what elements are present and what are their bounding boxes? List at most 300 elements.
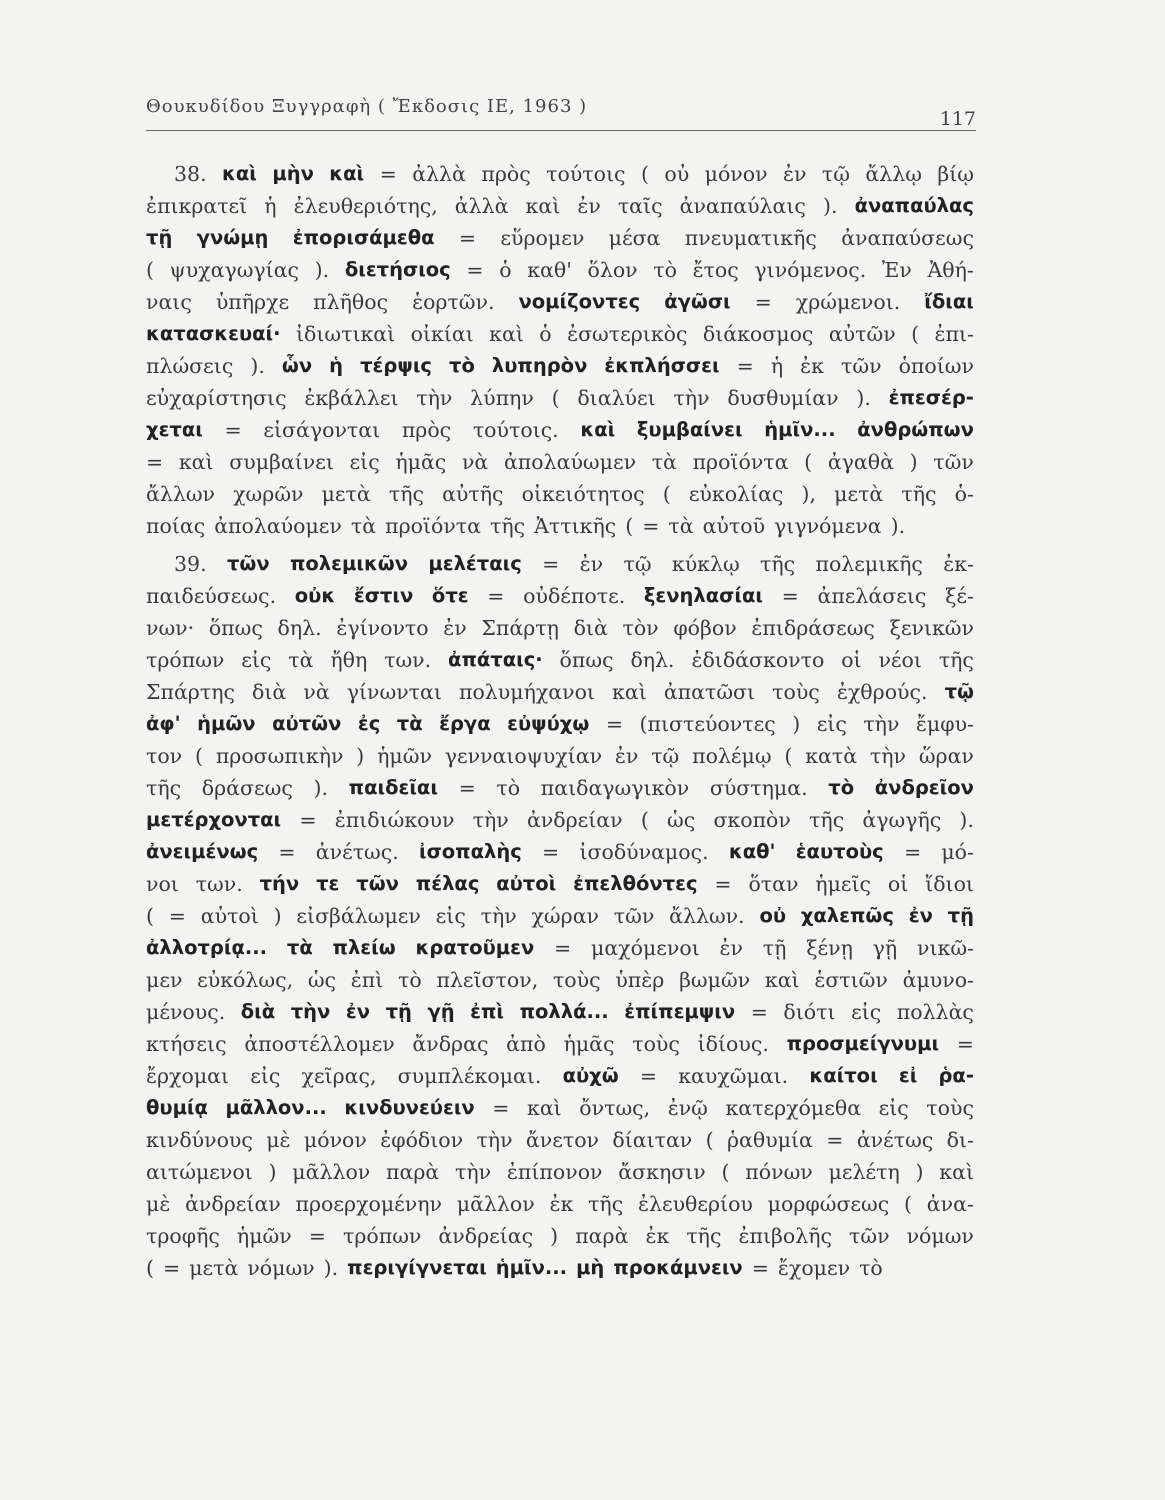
gloss-word: ποίας [146, 514, 206, 538]
gloss-word: = [956, 1032, 974, 1056]
gloss-word: ἄλλων [146, 482, 216, 506]
gloss-word: ). [314, 258, 330, 282]
gloss-word: = [458, 776, 476, 800]
lemma-word: τε [316, 872, 340, 895]
gloss-word: ). [959, 808, 974, 832]
gloss-word: δηλ. [630, 648, 675, 672]
gloss-word: ἐκβάλλει [304, 386, 399, 410]
gloss-word: ξένῃ [806, 936, 853, 960]
gloss-word: ἐπικρατεῖ [146, 194, 248, 218]
lemma-word: ἰσοπαλὴς [419, 840, 522, 863]
gloss-word: ) [268, 1160, 277, 1184]
gloss-word: χεῖρας, [301, 1064, 377, 1088]
gloss-word: ἑστιῶν [814, 968, 888, 992]
gloss-word: τῆς [809, 808, 845, 832]
text-line [146, 708, 974, 740]
lemma-word: κατασκευαί· [146, 322, 281, 345]
gloss-word: πόνων [745, 1160, 813, 1184]
text-line [146, 350, 974, 382]
gloss-word: διότι [783, 1000, 836, 1024]
gloss-word: ἐκ- [943, 552, 974, 576]
text-line [146, 1092, 974, 1124]
gloss-word: = [487, 584, 505, 608]
text-line [146, 740, 974, 772]
text-line [146, 222, 974, 254]
gloss-word: ἐν [614, 744, 639, 768]
gloss-word: ἄνδρας [412, 1032, 489, 1056]
gloss-word: τὰ [350, 514, 377, 538]
gloss-word: τὸ [859, 1256, 883, 1280]
gloss-word: τὴν [869, 744, 906, 768]
gloss-word: ( [146, 258, 154, 282]
gloss-word: ) [273, 904, 282, 928]
gloss-word: εὐκολίας [688, 482, 784, 506]
gloss-word: εἰσβάλωμεν [296, 904, 421, 928]
lemma-word: πλείω [332, 936, 396, 959]
gloss-word: Ἀθή- [927, 258, 974, 282]
gloss-word: ἡ [770, 354, 784, 378]
lemma-word: τὸ [828, 776, 855, 799]
gloss-word: εἰσάγονται [263, 418, 381, 442]
gloss-word: ἀπολαύωμεν [503, 450, 637, 474]
gloss-word: (πιστεύοντες [639, 712, 776, 736]
gloss-word: καὶ [525, 194, 561, 218]
lemma-word: ἡμῖν... [495, 1256, 568, 1279]
gloss-word: τὰ [651, 450, 677, 474]
text-line [146, 158, 974, 190]
gloss-word: = [542, 840, 560, 864]
text-line [146, 1188, 974, 1220]
gloss-word: των. [384, 648, 432, 672]
lemma-word: ἐπίπεμψιν [624, 1000, 736, 1023]
gloss-word: οἰκίαι [410, 322, 474, 346]
gloss-word: διαλύει [577, 386, 656, 410]
gloss-word: = [554, 936, 572, 960]
gloss-word: νόμων [247, 1256, 315, 1280]
gloss-word: Ἀττικῆς [534, 514, 617, 538]
gloss-word: = [308, 1224, 326, 1248]
lemma-word: ἐπορισάμεθα [292, 226, 435, 249]
gloss-word: ἐγίνοντο [336, 616, 429, 640]
lemma-word: τῇ [947, 904, 974, 927]
lemma-word: ἐς [357, 712, 381, 735]
text-line [146, 868, 974, 900]
gloss-word: οὐ [664, 162, 690, 186]
gloss-word: μόνον [303, 1128, 367, 1152]
gloss-word: καὶ [939, 1160, 974, 1184]
gloss-word: αὐτῆς [442, 482, 504, 506]
gloss-word: ἐσωτερικὸς [567, 322, 688, 346]
gloss-word: ἡ [264, 194, 277, 218]
lemma-word: μὴν [272, 162, 314, 185]
gloss-word: τὸ [398, 968, 422, 992]
gloss-word: ὅταν [748, 872, 799, 896]
gloss-word: μόνον [704, 162, 768, 186]
gloss-word: τῷ [623, 552, 652, 576]
lemma-word: ἀναπαύλας [854, 194, 974, 217]
gloss-word: ψυχαγωγίας [169, 258, 300, 282]
gloss-word: τὴν [476, 1128, 513, 1152]
gloss-word: οἰκειότητος [521, 482, 645, 506]
lemma-word: ἀνδρεῖον [874, 776, 974, 799]
gloss-word: τὴν [472, 808, 509, 832]
gloss-word: τῶν [613, 904, 655, 928]
gloss-word: 39. [174, 552, 207, 576]
commentary-body [146, 158, 974, 1284]
gloss-word: ( [904, 1192, 913, 1216]
gloss-word: ἡμῶν [236, 1224, 292, 1248]
gloss-word: ὄντως, [579, 1096, 651, 1120]
lemma-word: πολλά... [519, 1000, 609, 1023]
gloss-word: τὴν [455, 1160, 492, 1184]
lemma-word: ἐν [908, 904, 933, 927]
gloss-word: μαχόμενοι [591, 936, 700, 960]
lemma-word: ἀπάταις· [448, 648, 543, 671]
gloss-word: τον [146, 744, 183, 768]
lemma-word: καίτοι [809, 1064, 878, 1087]
lemma-word: τῶν [226, 552, 270, 575]
gloss-word: χώραν [531, 904, 599, 928]
gloss-word: ἐπιβολῆς [738, 1224, 832, 1248]
gloss-word: τροφῆς [146, 1224, 220, 1248]
gloss-word: γῇ [872, 936, 898, 960]
gloss-word: = [903, 840, 922, 864]
gloss-word: κύκλῳ [671, 552, 740, 576]
gloss-word: ἀνα- [926, 1192, 974, 1216]
lemma-word: διετήσιος [344, 258, 451, 281]
gloss-word: πλώσεις [146, 354, 234, 378]
gloss-word: ἀμυνο- [902, 968, 974, 992]
gloss-word: ἀπατῶσι [663, 680, 756, 704]
gloss-word: διάκοσμος [702, 322, 814, 346]
gloss-word: ἀγωγῆς [862, 808, 942, 832]
gloss-word: εἰς [250, 1064, 281, 1088]
gloss-word: τῇ [762, 936, 787, 960]
gloss-word: τὴν [480, 904, 517, 928]
lemma-word: εὐψύχῳ [507, 712, 590, 735]
text-line [146, 932, 974, 964]
gloss-word: τῷ [651, 744, 680, 768]
gloss-word: εὐχαρίστησις [146, 386, 287, 410]
gloss-word: ) [356, 744, 365, 768]
gloss-word: ) [792, 712, 801, 736]
text-line [146, 1220, 974, 1252]
gloss-word: μᾶλλον [292, 1160, 371, 1184]
gloss-word: προσωπικὴν [215, 744, 344, 768]
gloss-word: ὁ [499, 258, 512, 282]
gloss-word: ἐπιδράσεως [751, 616, 875, 640]
gloss-word: καθ' [527, 258, 572, 282]
gloss-word: τοὺς [632, 1032, 680, 1056]
gloss-word: ἔχομεν [777, 1256, 851, 1280]
gloss-word: τῶν [849, 1224, 890, 1248]
gloss-word: τῶν [841, 354, 882, 378]
gloss-word: ὥραν [918, 744, 974, 768]
gloss-word: ) [550, 1224, 559, 1248]
text-line [146, 612, 974, 644]
lemma-word: καθ' [728, 840, 776, 863]
gloss-word: ( [804, 450, 813, 474]
gloss-word: ἐπὶ [350, 968, 384, 992]
gloss-word: ( [705, 1128, 714, 1152]
gloss-word: ( [146, 904, 154, 928]
lemma-word: εἰ [898, 1064, 918, 1087]
gloss-word: ἀνδρείας [438, 1224, 534, 1248]
gloss-word: μεν [146, 968, 183, 992]
page-number: 117 [939, 108, 976, 130]
gloss-word: νὰ [303, 680, 330, 704]
gloss-word: Ἐν [881, 258, 912, 282]
gloss-word: ἐφόδιον [380, 1128, 464, 1152]
text-line [146, 1156, 974, 1188]
gloss-word: ἐν [443, 616, 467, 640]
gloss-word: προϊόντα [385, 514, 481, 538]
gloss-word: ἐχθρούς. [836, 680, 928, 704]
gloss-word: ὅλον [587, 258, 638, 282]
gloss-word: εἰς [349, 450, 380, 474]
lemma-word: γνώμῃ [196, 226, 269, 249]
text-line [146, 644, 974, 676]
gloss-word: τῆς [686, 1224, 722, 1248]
gloss-word: ἐπιδιώκουν [334, 808, 455, 832]
gloss-word: προϊόντα [692, 450, 789, 474]
gloss-word: ἔμφυ- [915, 712, 974, 736]
lemma-word: ὅτε [431, 584, 469, 607]
commentary-paragraph [146, 548, 974, 1284]
gloss-word: ἀγαθὰ [827, 450, 894, 474]
gloss-word: λύπην [470, 386, 534, 410]
lemma-word: τὸ [449, 354, 475, 377]
lemma-word: γῇ [427, 1000, 455, 1023]
lemma-word: ἔστιν [353, 584, 414, 607]
gloss-word: ἀλλὰ [454, 194, 509, 218]
lemma-word: ἐπὶ [470, 1000, 505, 1023]
lemma-word: τέρψις [360, 354, 432, 377]
gloss-word: πλεῖστον, [436, 968, 539, 992]
gloss-word: τοὺς [552, 968, 601, 992]
gloss-word: προερχομένην [295, 1192, 442, 1216]
gloss-word: δι- [946, 1128, 974, 1152]
gloss-word: παιδεύσεως. [146, 584, 277, 608]
gloss-word: ἔτος [692, 258, 739, 282]
gloss-word: ἐν [579, 552, 604, 576]
gloss-word: = [163, 1256, 181, 1280]
gloss-word: = [224, 418, 242, 442]
gloss-word: μὲ [266, 1128, 291, 1152]
gloss-word: = [299, 808, 317, 832]
gloss-word: βωμῶν [679, 968, 751, 992]
gloss-word: ἡμεῖς [815, 872, 872, 896]
gloss-word: = [642, 514, 660, 538]
gloss-word: μετὰ [321, 482, 371, 506]
gloss-word: ἀπολαύομεν [214, 514, 342, 538]
gloss-word: τῆς [490, 514, 526, 538]
gloss-word: ( [625, 514, 634, 538]
gloss-word: ( [662, 482, 671, 506]
gloss-word: νόμων [906, 1224, 974, 1248]
gloss-word: ). [323, 1256, 339, 1280]
gloss-word: Σπάρτῃ [481, 616, 559, 640]
gloss-word: εἰς [851, 1000, 882, 1024]
gloss-word: μέσα [608, 226, 661, 250]
gloss-word: τῆς [388, 482, 424, 506]
gloss-word: ἐνῷ [667, 1096, 708, 1120]
text-line [146, 548, 974, 580]
gloss-word: ὅπως [208, 616, 263, 640]
commentary-paragraph [146, 158, 974, 542]
gloss-word: πρὸς [401, 418, 452, 442]
lemma-word: ἀφ' [146, 712, 181, 735]
lemma-word: τῇ [146, 226, 173, 249]
gloss-word: ). [890, 514, 906, 538]
gloss-word: νὰ [461, 450, 489, 474]
gloss-word: = [714, 872, 732, 896]
gloss-word: ἄνετον [525, 1128, 599, 1152]
gloss-word: μορφώσεως [767, 1192, 890, 1216]
lemma-word: ἀνειμένως [146, 840, 259, 863]
lemma-word: οὐκ [294, 584, 336, 607]
text-line [146, 772, 974, 804]
gloss-word: τῆς [760, 552, 796, 576]
gloss-word: καὶ [527, 1096, 562, 1120]
gloss-word: ἰσοδύναμος. [579, 840, 709, 864]
gloss-word: ἑορτῶν. [412, 290, 495, 314]
lemma-word: μᾶλλον... [225, 1096, 327, 1119]
lemma-word: ξενηλασίαι [643, 584, 763, 607]
gloss-word: τρόπων [146, 648, 225, 672]
lemma-word: ἐκπλήσσει [604, 354, 720, 377]
gloss-word: ( [721, 1160, 730, 1184]
gloss-word: ὅπως [559, 648, 614, 672]
gloss-word: τὸν [622, 616, 659, 640]
lemma-word: ἑαυτοὺς [795, 840, 884, 863]
gloss-word: ). [856, 386, 871, 410]
gloss-word: = [466, 258, 484, 282]
gloss-word: σκοπὸν [713, 808, 791, 832]
text-line [146, 836, 974, 868]
gloss-word: καὶ [489, 322, 524, 346]
gloss-word: ὡς [307, 968, 337, 992]
gloss-word: συμβαίνει [229, 450, 334, 474]
gloss-word: ἀπὸ [506, 1032, 546, 1056]
lemma-word: ξυμβαίνει [636, 418, 743, 441]
gloss-word: πολυμήχανοι [458, 680, 595, 704]
lemma-word: ἡμῶν [197, 712, 256, 735]
gloss-word: τὸ [496, 776, 521, 800]
lemma-word: θυμίᾳ [146, 1096, 208, 1119]
gloss-word: οἱ [887, 872, 909, 896]
text-line [146, 1028, 974, 1060]
gloss-word: τῶν [933, 450, 974, 474]
gloss-word: ὑπῆρχε [215, 290, 290, 314]
gloss-word: αὐτοῦ [702, 514, 766, 538]
gloss-word: ( [146, 1256, 154, 1280]
gloss-word: δυσθυμίαν [727, 386, 839, 410]
gloss-word: ξενικῶν [889, 616, 974, 640]
gloss-word: ἐδιδάσκοντο [691, 648, 825, 672]
gloss-word: φόβον [673, 616, 737, 640]
lemma-word: τῷ [944, 680, 974, 703]
lemma-word: ἐπελθόντες [573, 872, 698, 895]
gloss-word: παρὰ [575, 1224, 629, 1248]
gloss-word: μᾶλλον [456, 1192, 535, 1216]
gloss-word: = [639, 1064, 658, 1088]
gloss-word: ἀναπαύσεως [841, 226, 974, 250]
lemma-word: τήν [259, 872, 300, 895]
gloss-word: αιτώμενοι [146, 1160, 253, 1184]
lemma-word: ἀγῶσι [664, 290, 731, 313]
gloss-word: διὰ [252, 680, 287, 704]
lemma-word: καὶ [329, 162, 365, 185]
lemma-word: ἡμῖν... [764, 418, 836, 441]
gloss-word: γενναιοψυχίαν [444, 744, 603, 768]
gloss-word: των. [195, 872, 243, 896]
gloss-word: τῆς [938, 648, 974, 672]
lemma-word: κινδυνεύειν [344, 1096, 475, 1119]
lemma-word: ἀλλοτρίᾳ... [146, 936, 268, 959]
running-header [146, 96, 976, 131]
text-line [146, 446, 974, 478]
gloss-word: μετὰ [834, 482, 884, 506]
gloss-word: ἀλλὰ [412, 162, 466, 186]
header-title: Θουκυδίδου Ξυγγραφὴ ( Ἔκδοσις ΙΕ, 1963 ) [146, 96, 588, 117]
lemma-word: αὐχῶ [562, 1064, 619, 1087]
gloss-word: ἤθη [330, 648, 368, 672]
gloss-word: μετὰ [189, 1256, 239, 1280]
gloss-word: πνευματικῆς [684, 226, 817, 250]
gloss-word: χωρῶν [233, 482, 304, 506]
lemma-word: κρατοῦμεν [415, 936, 535, 959]
gloss-word: εἰς [816, 712, 847, 736]
gloss-word: οὐδέποτε. [523, 584, 626, 608]
gloss-word: εὐκόλως, [197, 968, 294, 992]
lemma-word: καὶ [580, 418, 616, 441]
gloss-word: μένους. [146, 1000, 226, 1024]
gloss-word: ). [822, 194, 838, 218]
gloss-word: τῆς [901, 482, 937, 506]
gloss-word: παιδαγωγικὸν [540, 776, 690, 800]
gloss-word: πολεμικῆς [815, 552, 923, 576]
gloss-word: = [754, 290, 772, 314]
gloss-word: μό- [941, 840, 974, 864]
lemma-word: πέλας [415, 872, 480, 895]
lemma-word: μὴ [576, 1256, 605, 1279]
gloss-word: καυχῶμαι. [678, 1064, 789, 1088]
gloss-word: καὶ [178, 450, 214, 474]
lemma-word: προκάμνειν [613, 1256, 743, 1279]
gloss-word: = [736, 354, 754, 378]
text-line [146, 382, 974, 414]
gloss-word: τὰ [288, 648, 314, 672]
text-line [146, 964, 974, 996]
gloss-word: 38. [174, 162, 207, 186]
text-line [146, 414, 974, 446]
gloss-word: γινόμενος. [754, 258, 867, 282]
gloss-word: καὶ [764, 968, 800, 992]
gloss-word: μὲ [146, 1192, 171, 1216]
gloss-word: τοὺς [926, 1096, 974, 1120]
lemma-word: ῥα- [938, 1064, 974, 1087]
lemma-word: τὴν [290, 1000, 331, 1023]
gloss-word: ῥαθυμία [727, 1128, 813, 1152]
text-line [146, 286, 974, 318]
lemma-word: αὐτοὶ [496, 872, 557, 895]
gloss-word: ). [313, 776, 328, 800]
gloss-word: τούτοις [546, 162, 626, 186]
gloss-word: ἐκ [645, 1224, 670, 1248]
lemma-word: ἐν [345, 1000, 371, 1023]
gloss-word: ἐκ [800, 354, 824, 378]
